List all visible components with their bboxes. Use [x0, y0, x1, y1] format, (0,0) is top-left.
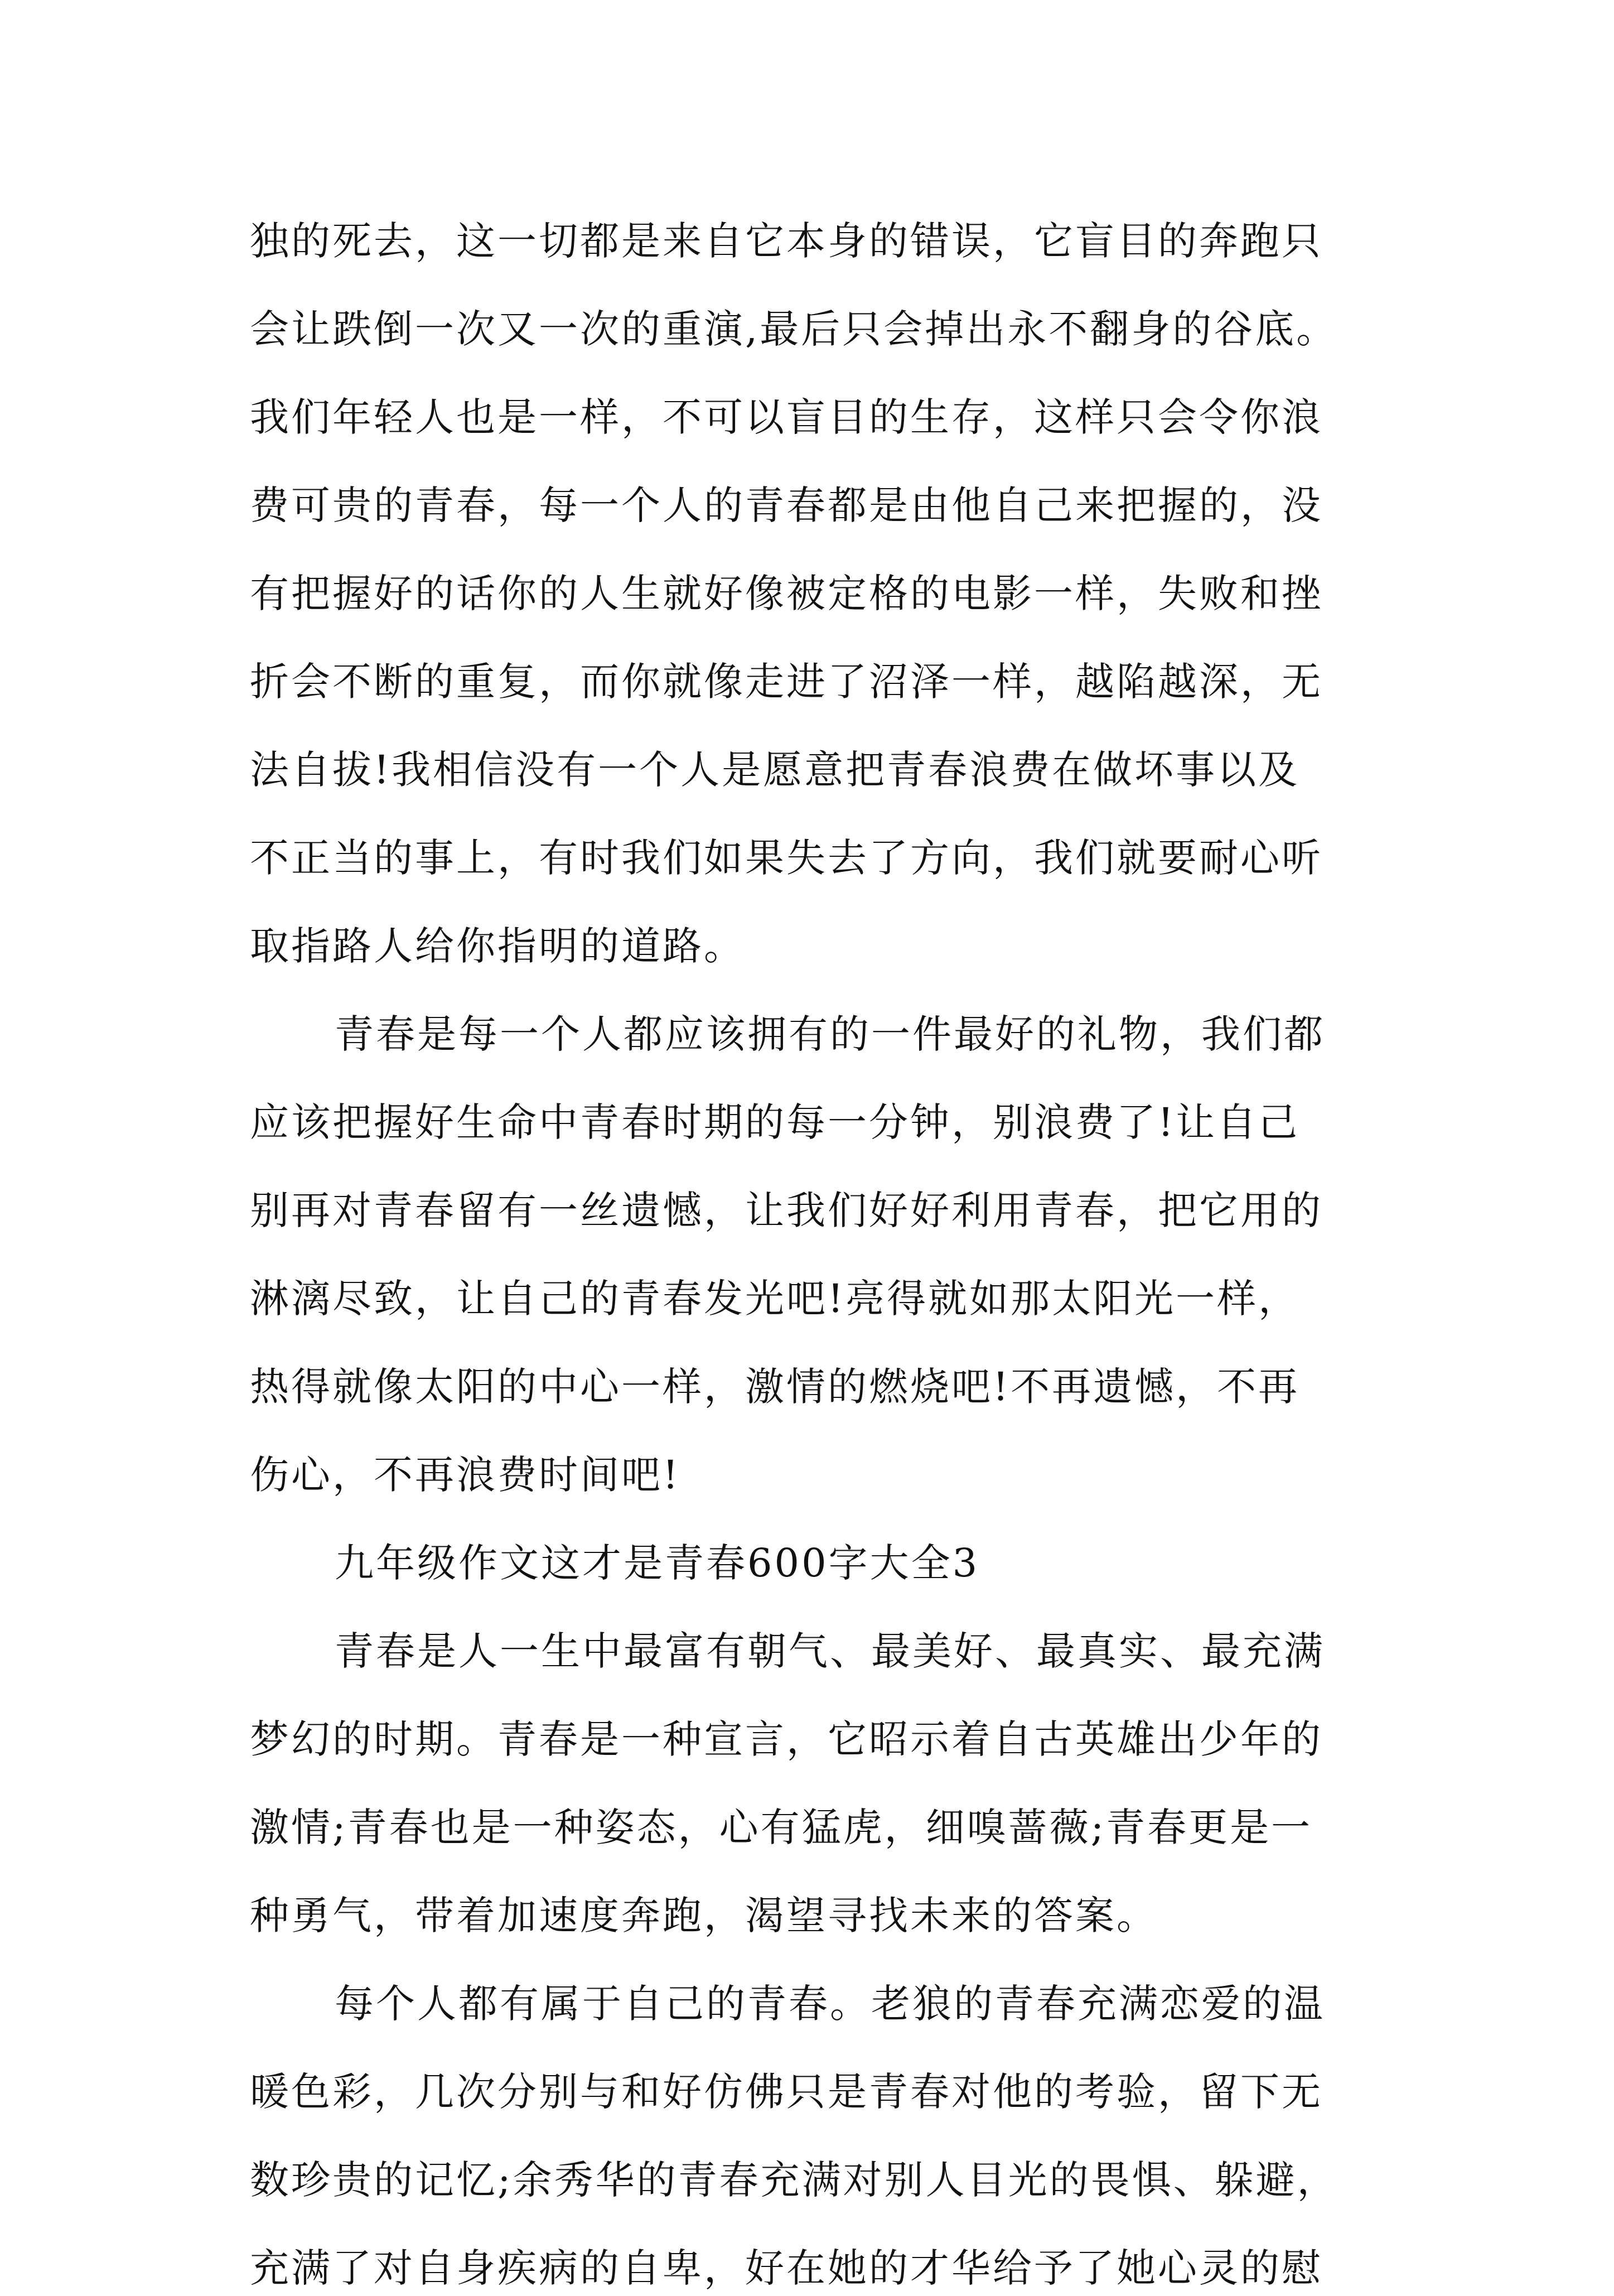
text-line: 应该把握好生命中青春时期的每一分钟，别浪费了!让自己: [250, 1099, 1300, 1145]
text-line: 取指路人给你指明的道路。: [250, 923, 745, 969]
text-line: 我们年轻人也是一样，不可以盲目的生存，这样只会令你浪: [250, 394, 1323, 440]
text-line: 激情;青春也是一种姿态，心有猛虎，细嗅蔷薇;青春更是一: [250, 1805, 1313, 1850]
text-line: 会让跌倒一次又一次的重演,最后只会掉出永不翻身的谷底。: [250, 306, 1338, 352]
text-line: 梦幻的时期。青春是一种宣言，它昭示着自古英雄出少年的: [250, 1716, 1323, 1762]
text-line: 青春是人一生中最富有朝气、最美好、最真实、最充满: [335, 1628, 1325, 1674]
text-line: 数珍贵的记忆;余秀华的青春充满对别人目光的畏惧、躲避，: [250, 2157, 1338, 2203]
text-line: 充满了对自身疾病的自卑，好在她的才华给予了她心灵的慰: [250, 2245, 1323, 2291]
text-line: 青春是每一个人都应该拥有的一件最好的礼物，我们都: [335, 1011, 1325, 1057]
text-line: 不正当的事上，有时我们如果失去了方向，我们就要耐心听: [250, 835, 1323, 881]
text-line: 伤心，不再浪费时间吧!: [250, 1452, 681, 1498]
text-line: 暖色彩，几次分别与和好仿佛只是青春对他的考验，留下无: [250, 2069, 1323, 2115]
text-line: 淋漓尽致，让自己的青春发光吧!亮得就如那太阳光一样，: [250, 1276, 1300, 1321]
text-line: 每个人都有属于自己的青春。老狼的青春充满恋爱的温: [335, 1981, 1325, 2027]
text-line: 别再对青春留有一丝遗憾，让我们好好利用青春，把它用的: [250, 1188, 1323, 1233]
text-line: 折会不断的重复，而你就像走进了沼泽一样，越陷越深，无: [250, 659, 1323, 705]
text-line: 法自拔!我相信没有一个人是愿意把青春浪费在做坏事以及: [250, 747, 1300, 793]
text-line: 种勇气，带着加速度奔跑，渴望寻找未来的答案。: [250, 1893, 1158, 1938]
text-line: 有把握好的话你的人生就好像被定格的电影一样，失败和挫: [250, 571, 1323, 616]
section-heading: 九年级作文这才是青春600字大全3: [335, 1540, 980, 1586]
text-line: 热得就像太阳的中心一样，激情的燃烧吧!不再遗憾，不再: [250, 1364, 1300, 1410]
text-line: 独的死去，这一切都是来自它本身的错误，它盲目的奔跑只: [250, 218, 1323, 264]
text-line: 费可贵的青春，每一个人的青春都是由他自己来把握的，没: [250, 483, 1323, 528]
